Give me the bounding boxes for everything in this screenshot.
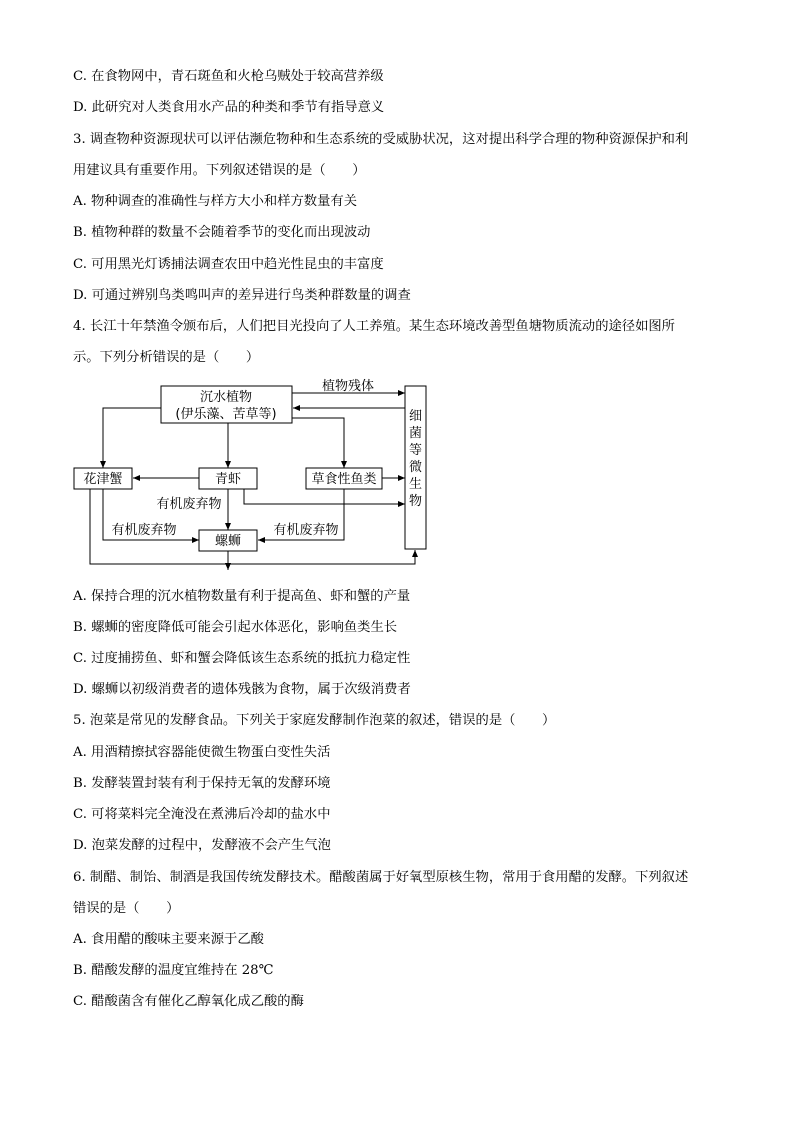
fish-label: 草食性鱼类 [311,472,377,487]
q6-stem-line1: 6. 制醋、制饴、制酒是我国传统发酵技术。醋酸菌属于好氧型原核生物，常用于食用醋的发酵。下列叙述 [73,870,689,885]
submerged-plants-examples: (伊乐藻、苦草等) [175,407,277,422]
pond-material-flow-diagram [72,378,432,578]
q6-option-b: B. 醋酸发酵的温度宜维持在 28℃ [73,963,274,978]
arrow-plants-to-fish [292,418,344,468]
arrow-shrimp-to-bacteria [244,489,405,504]
q5-option-d: D. 泡菜发酵的过程中，发酵液不会产生气泡 [73,838,331,853]
q4-stem-line1: 4. 长江十年禁渔令颁布后，人们把目光投向了人工养殖。某生态环境改善型鱼塘物质流动的途径如图所 [73,319,675,334]
waste-label-fish: 有机废弃物 [273,523,339,538]
arrow-plants-to-crab [103,408,161,468]
q4-option-b: B. 螺蛳的密度降低可能会引起水体恶化，影响鱼类生长 [73,620,398,635]
q6-stem-line2: 错误的是（ ） [73,901,180,916]
bacteria-char-6: 物 [408,494,423,509]
bacteria-char-2: 菌 [408,426,423,441]
bacteria-char-3: 等 [408,443,423,458]
q3-stem-line1: 3. 调查物种资源现状可以评估濒危物种和生态系统的受威胁状况，这对提出科学合理的物种资源保护和利 [73,132,689,147]
q3-option-d: D. 可通过辨别鸟类鸣叫声的差异进行鸟类种群数量的调查 [73,288,411,303]
waste-label-shrimp: 有机废弃物 [156,497,222,512]
q5-option-a: A. 用酒精擦拭容器能使微生物蛋白变性失活 [73,745,331,760]
waste-label-crab: 有机废弃物 [111,523,177,538]
q4-option-c: C. 过度捕捞鱼、虾和蟹会降低该生态系统的抵抗力稳定性 [73,651,411,666]
q4-option-d: D. 螺蛳以初级消费者的遗体残骸为食物，属于次级消费者 [73,682,411,697]
q4-option-a: A. 保持合理的沉水植物数量有利于提高鱼、虾和蟹的产量 [73,589,411,604]
q3-option-c: C. 可用黑光灯诱捕法调查农田中趋光性昆虫的丰富度 [73,257,384,272]
q5-stem: 5. 泡菜是常见的发酵食品。下列关于家庭发酵制作泡菜的叙述，错误的是（ ） [73,713,556,728]
q5-option-b: B. 发酵装置封装有利于保持无氧的发酵环境 [73,776,331,791]
q5-option-c: C. 可将菜料完全淹没在煮沸后冷却的盐水中 [73,807,331,822]
q6-option-a: A. 食用醋的酸味主要来源于乙酸 [73,932,264,947]
bacteria-char-5: 生 [408,477,423,492]
crab-label: 花津蟹 [83,472,123,487]
shrimp-label: 青虾 [214,472,242,487]
q4-stem-line2: 示。下列分析错误的是（ ） [73,350,260,365]
bacteria-char-1: 细 [408,409,423,424]
q3-stem-line2: 用建议具有重要作用。下列叙述错误的是（ ） [73,163,366,178]
q2-option-c: C. 在食物网中，青石斑鱼和火枪乌贼处于较高营养级 [73,69,384,84]
q3-option-a: A. 物种调查的准确性与样方大小和样方数量有关 [73,194,357,209]
q2-option-d: D. 此研究对人类食用水产品的种类和季节有指导意义 [73,100,385,115]
q3-option-b: B. 植物种群的数量不会随着季节的变化而出现波动 [73,225,371,240]
snail-label: 螺蛳 [214,534,242,549]
q6-option-c: C. 醋酸菌含有催化乙醇氧化成乙酸的酶 [73,994,304,1009]
bacteria-char-4: 微 [408,460,423,475]
submerged-plants-label: 沉水植物 [199,390,253,405]
plant-residue-label: 植物残体 [321,379,375,394]
